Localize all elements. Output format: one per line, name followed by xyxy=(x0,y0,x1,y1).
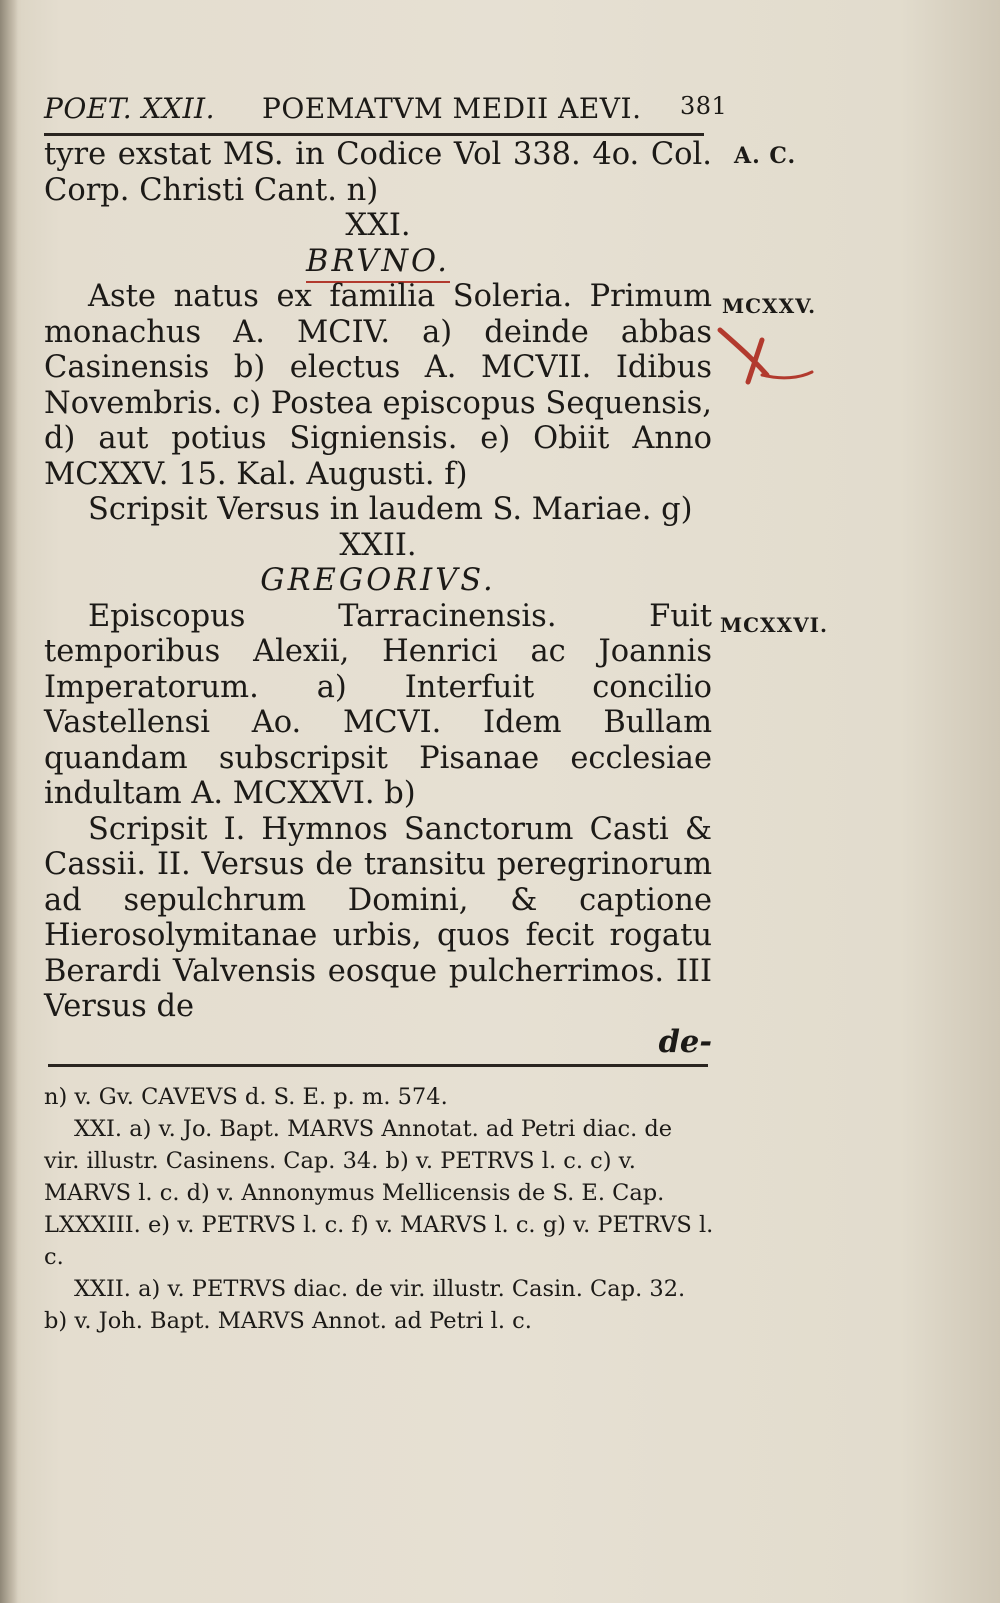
footnote: XXI. a) v. Jo. Bapt. MARVS Annotat. ad Petri diac. de vir. illustr. Casinens. Cap. 34. b) v. PETRVS l. c. c) v. MARVS l. c. d) v. Annonymus Mellicensis de S. E. Cap. LXXXIII. e) v. PETRVS l. c. f) v. MARVS l. c. g) v. PETRVS l. c. xyxy=(44,1116,714,1270)
footnote: XXII. a) v. PETRVS diac. de vir. illustr. Casin. Cap. 32. b) v. Joh. Bapt. MARVS Annot. ad Petri l. c. xyxy=(44,1276,686,1334)
header-rule xyxy=(44,133,704,136)
author-heading-gregorius xyxy=(44,563,712,599)
margin-note-anno: A. C. xyxy=(734,143,797,169)
page-gutter xyxy=(0,0,18,1603)
margin-note-year-1125: MCXXV. xyxy=(722,294,817,318)
author-name: BRVNO. xyxy=(306,244,450,283)
footnotes xyxy=(44,1081,714,1337)
author-name: GREGORIVS. xyxy=(260,563,496,598)
paragraph-bruno-bio: Aste natus ex familia Soleria. Primum monachus A. MCIV. a) deinde abbas Casinensis b) electus A. MCVII. Idibus Novembris. c) Postea episcopus Sequensis, d) aut potius Signiensis. e) Obiit Anno MCXXV. 15. Kal. Augusti. f) xyxy=(44,279,712,492)
section-number-xxii: XXII. xyxy=(339,527,417,563)
paragraph-gregorius-works: Scripsit I. Hymnos Sanctorum Casti & Cassii. II. Versus de transitu peregrinorum ad sepulchrum Domini, & captione Hierosolymitanae urbis, quos fecit rogatu Berardi Valvensis eosque pulcherrimos. III Versus de xyxy=(44,811,712,1024)
footnote-rule xyxy=(48,1064,708,1067)
running-header xyxy=(40,92,728,132)
red-pencil-mark-icon xyxy=(712,320,822,400)
header-title: POEMATVM MEDII AEVI. xyxy=(262,92,642,125)
section-number-xxi: XXI. xyxy=(345,208,411,243)
margin-note-year-1126: MCXXVI. xyxy=(720,613,828,637)
header-section-label: POET. XXII. xyxy=(44,92,215,125)
footnote: n) v. Gv. CAVEVS d. S. E. p. m. 574. xyxy=(44,1084,448,1110)
page-number: 381 xyxy=(680,92,728,120)
main-text xyxy=(44,137,712,1060)
text-line: Corp. Christi Cant. n) xyxy=(44,172,379,208)
author-heading-bruno xyxy=(44,244,712,280)
catchword: de- xyxy=(658,1023,712,1060)
paragraph-bruno-works: Scripsit Versus in laudem S. Mariae. g) xyxy=(88,492,693,527)
paragraph-gregorius-bio: Episcopus Tarracinensis. Fuit temporibus Alexii, Henrici ac Joannis Imperatorum. a) Interfuit concilio Vastellensi Ao. MCVI. Idem Bullam quandam subscripsit Pisanae ecclesiae indultam A. MCXXVI. b) xyxy=(44,598,712,811)
text-line: tyre exstat MS. in Codice Vol 338. 4o. Col. xyxy=(44,137,712,172)
